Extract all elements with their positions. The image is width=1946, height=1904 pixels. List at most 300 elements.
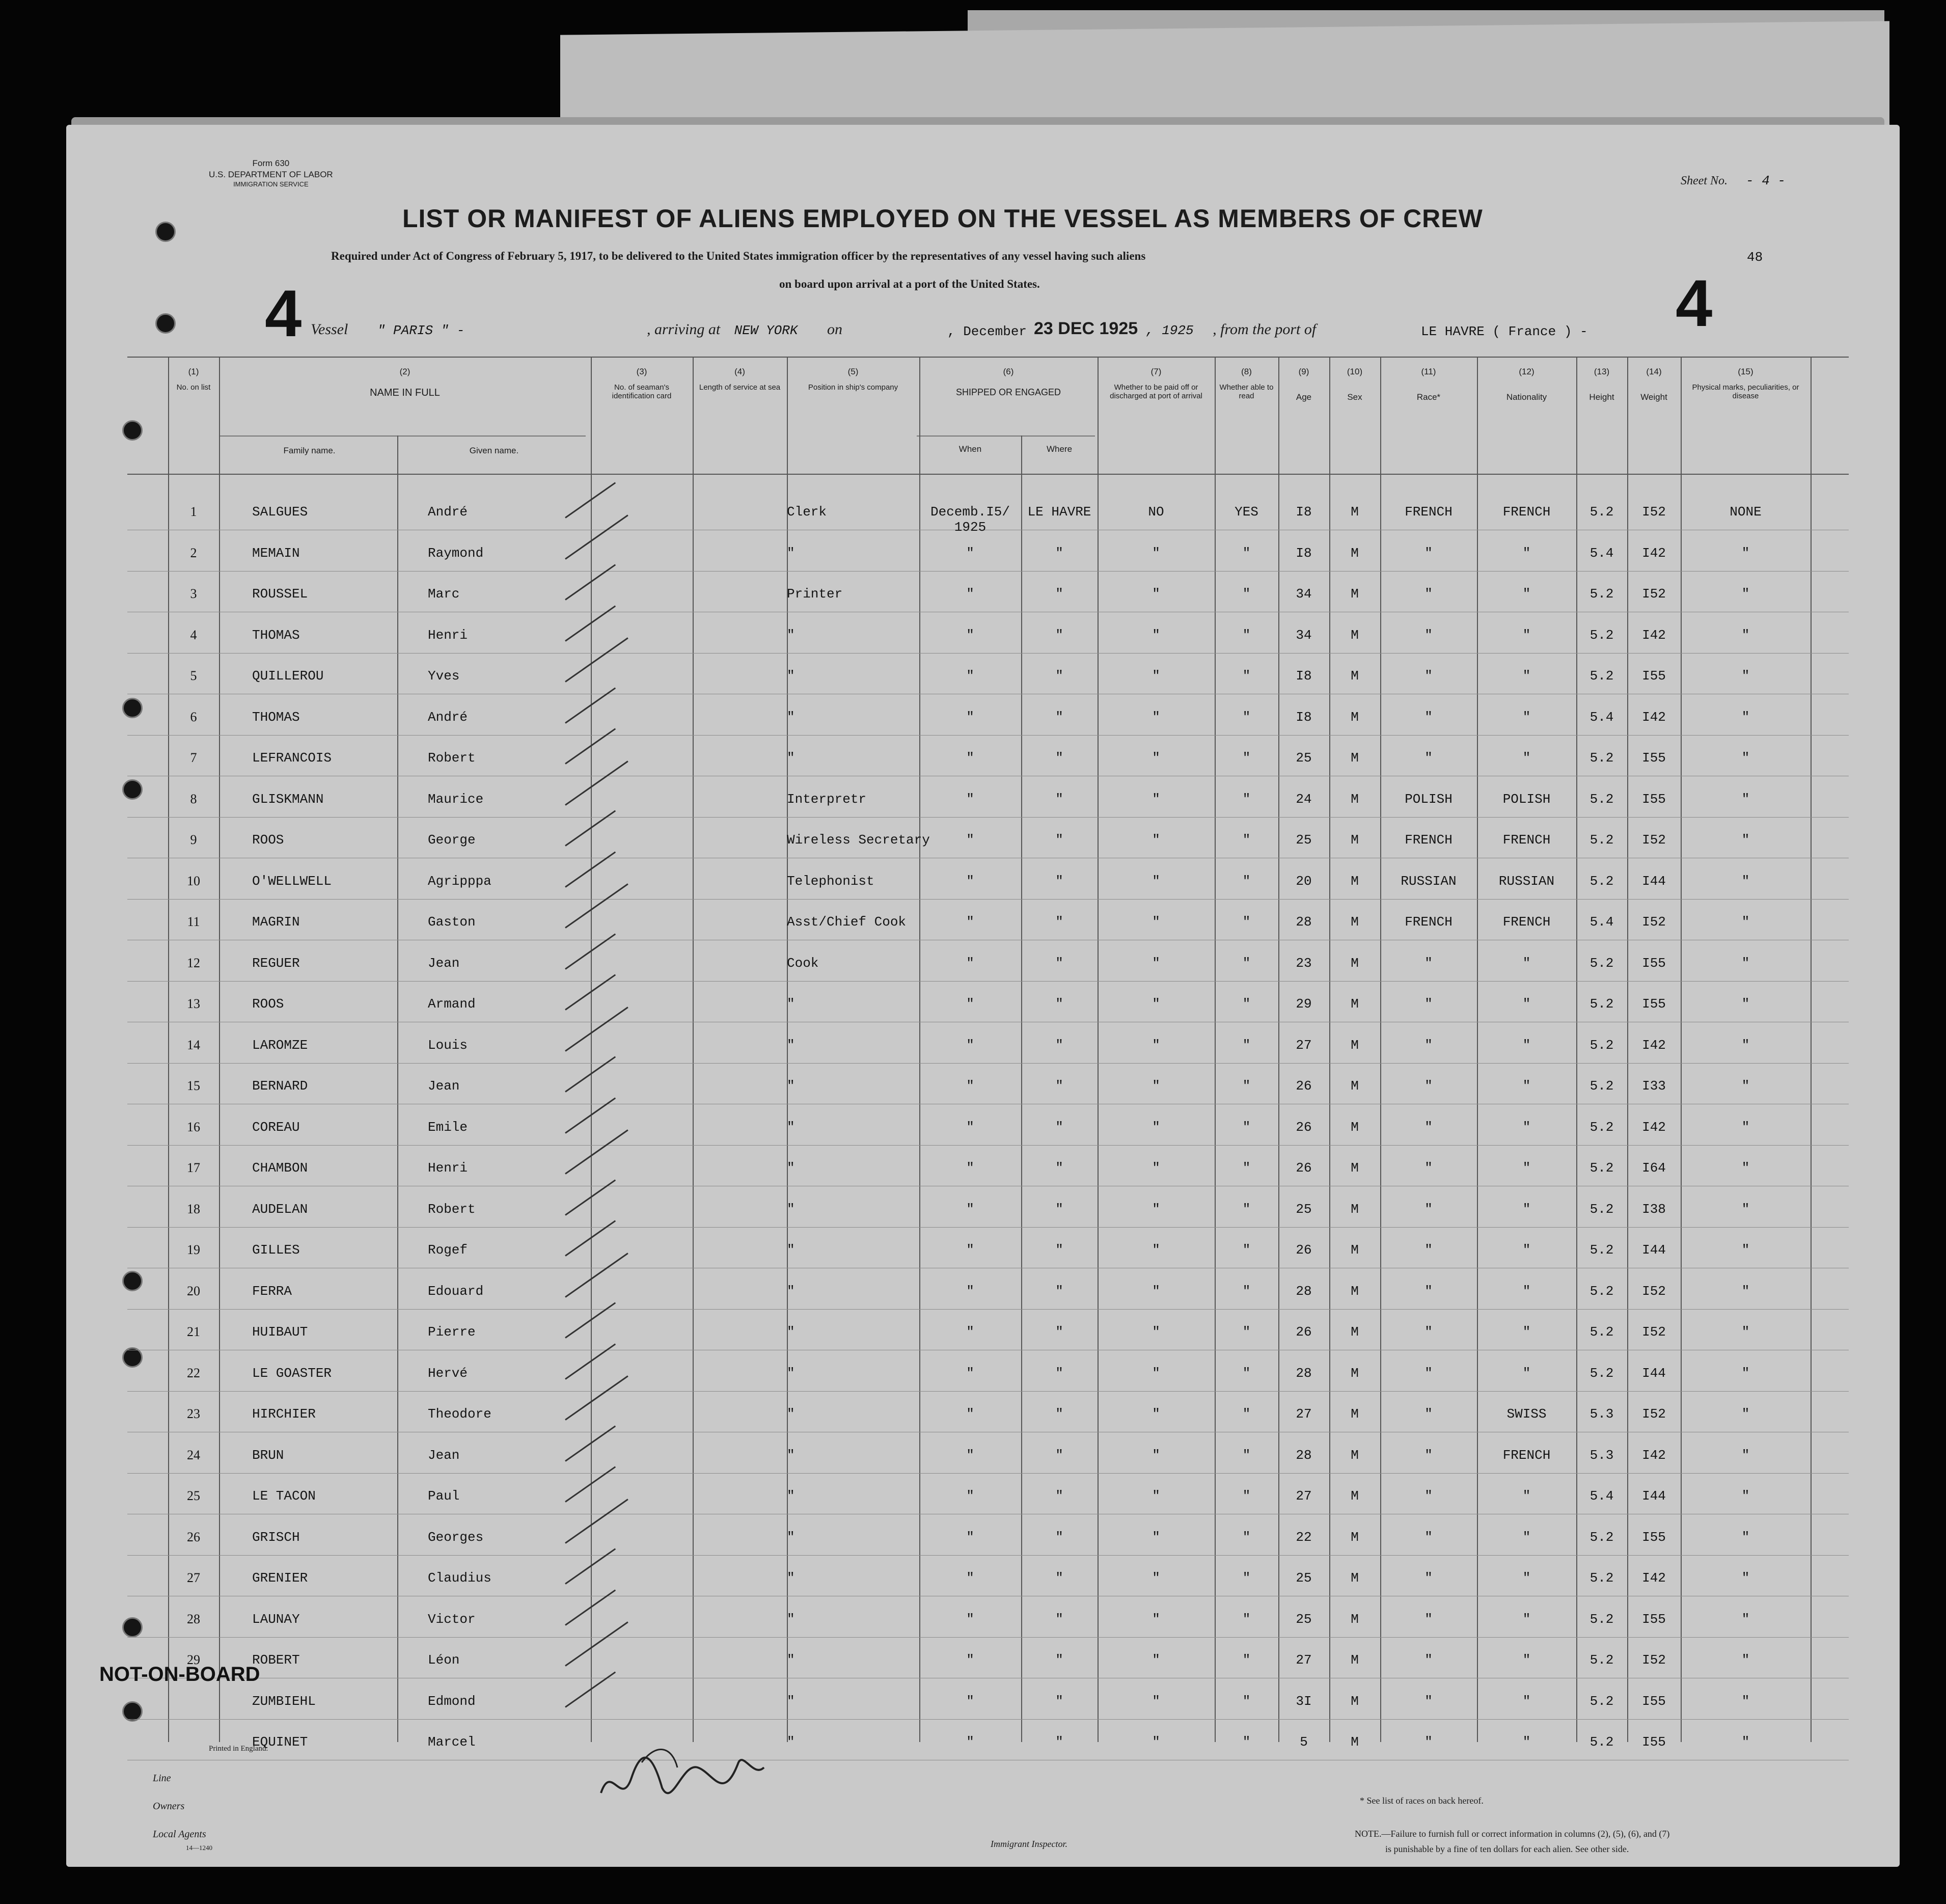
cell-race: " [1424,1037,1433,1053]
subtitle-line-2: on board upon arrival at a port of the United States. [779,278,1040,290]
cell-where: " [1055,627,1063,643]
cell-no: 19 [187,1242,200,1257]
cell-paid: " [1152,750,1160,766]
cell-family: THOMAS [252,627,300,643]
cell-weight: I52 [1642,1324,1666,1340]
cell-family: ZUMBIEHL [252,1693,316,1709]
cell-position: " [787,1693,795,1709]
cell-given: Armand [428,996,476,1012]
cell-position: " [787,1734,795,1750]
cell-no: 14 [187,1037,200,1052]
cell-paid: " [1152,1447,1160,1463]
cell-where: " [1055,1406,1063,1422]
arriving-label: , arriving at [647,321,721,338]
cell-given: Jean [428,1078,460,1094]
cell-read: " [1242,1611,1251,1627]
cell-race: POLISH [1405,791,1452,807]
cell-age: 26 [1296,1324,1312,1340]
cell-position: Clerk [787,504,827,520]
vessel-line [311,321,464,338]
cell-read: " [1242,955,1251,971]
cell-paid: " [1152,1652,1160,1668]
cell-family: GILLES [252,1242,300,1258]
cell-nat: " [1522,1201,1531,1217]
cell-height: 5.2 [1589,1734,1614,1750]
cell-marks: " [1741,1078,1750,1094]
on-label: on [827,321,842,338]
cell-paid: " [1152,996,1160,1012]
cell-marks: " [1741,1529,1750,1545]
cell-read: " [1242,914,1251,930]
cell-paid: " [1152,791,1160,807]
cell-where: " [1055,1037,1063,1053]
cell-where: " [1055,1365,1063,1381]
cell-paid: " [1152,1201,1160,1217]
cell-position: " [787,996,795,1012]
cell-read: YES [1235,504,1258,520]
cell-family: HIRCHIER [252,1406,316,1422]
cell-family: LEFRANCOIS [252,750,332,766]
cell-given: Marc [428,586,460,602]
cell-nat: " [1522,1570,1531,1586]
cell-when: " [966,1242,974,1258]
column-header-2: (2) NAME IN FULL [370,367,440,398]
column-header-where: Where [1046,444,1073,454]
cell-read: " [1242,1160,1251,1176]
cell-marks: " [1741,1406,1750,1422]
column-header-13: (13) Height [1589,367,1614,402]
punch-hole [122,1617,143,1638]
cell-position: " [787,1242,795,1258]
cell-given: Agripppa [428,873,491,889]
cell-paid: " [1152,1119,1160,1135]
cell-given: George [428,832,476,848]
cell-height: 5.4 [1589,1488,1614,1504]
cell-given: Victor [428,1611,476,1627]
cell-paid: " [1152,1078,1160,1094]
cell-nat: " [1522,1078,1531,1094]
cell-weight: I52 [1642,832,1666,848]
cell-paid: " [1152,1529,1160,1545]
cell-where: " [1055,955,1063,971]
cell-sex: M [1351,1201,1359,1217]
cell-family: GRISCH [252,1529,300,1545]
cell-given: Louis [428,1037,468,1053]
cell-paid: " [1152,545,1160,561]
cell-given: Henri [428,627,468,643]
cell-sex: M [1351,1447,1359,1463]
cell-nat: " [1522,1611,1531,1627]
punch-hole [155,313,176,334]
cell-when: " [966,1447,974,1463]
cell-nat: FRENCH [1502,1447,1551,1463]
cell-family: EQUINET [252,1734,308,1750]
cell-race: " [1424,1119,1433,1135]
date-stamp: 23 DEC 1925 [1034,319,1138,338]
cell-family: LE TACON [252,1488,316,1504]
cell-weight: I44 [1642,873,1666,889]
cell-height: 5.2 [1589,750,1614,766]
cell-marks: " [1741,832,1750,848]
cell-weight: I33 [1642,1078,1666,1094]
cell-no: 8 [190,791,197,806]
cell-weight: I42 [1642,709,1666,725]
cell-when-year: 1925 [954,520,986,535]
cell-height: 5.2 [1589,627,1614,643]
cell-age: 34 [1296,586,1312,602]
footer-agents-label: Local Agents [153,1829,206,1840]
cell-height: 5.4 [1589,709,1614,725]
cell-position: " [787,1160,795,1176]
cell-position: " [787,1201,795,1217]
cell-family: GRENIER [252,1570,308,1586]
cell-marks: " [1741,1283,1750,1299]
column-header-10: (10) Sex [1347,367,1363,402]
cell-where: " [1055,873,1063,889]
cell-height: 5.2 [1589,1119,1614,1135]
inspector-signature [591,1732,774,1813]
cell-age: 3I [1296,1693,1312,1709]
cell-nat: FRENCH [1502,504,1551,520]
cell-no: 3 [190,586,197,601]
sheet-number-block [1681,173,1786,188]
cell-read: " [1242,1406,1251,1422]
cell-no: 12 [187,955,200,970]
cell-where: " [1055,1283,1063,1299]
form-header [209,158,333,189]
arrival-year: , 1925 [1146,323,1194,338]
cell-sex: M [1351,586,1359,602]
department-name: U.S. DEPARTMENT OF LABOR [209,170,333,180]
cell-no: 29 [187,1652,200,1667]
column-header-15: (15) Physical marks, peculiarities, or disease [1692,367,1799,401]
cell-when: " [966,1406,974,1422]
cell-paid: " [1152,1242,1160,1258]
cell-race: " [1424,996,1433,1012]
cell-read: " [1242,1570,1251,1586]
cell-paid: " [1152,709,1160,725]
cell-given: Jean [428,955,460,971]
cell-paid: " [1152,1324,1160,1340]
footer-line-label: Line [153,1773,171,1784]
cell-paid: " [1152,668,1160,684]
cell-height: 5.2 [1589,1037,1614,1053]
cell-position: " [787,668,795,684]
cell-given: Jean [428,1447,460,1463]
cell-when: Decemb.I5/ [930,504,1010,520]
cell-paid: " [1152,1693,1160,1709]
cell-weight: I42 [1642,1119,1666,1135]
cell-weight: I55 [1642,955,1666,971]
cell-weight: I44 [1642,1242,1666,1258]
cell-read: " [1242,1201,1251,1217]
cell-nat: " [1522,1529,1531,1545]
cell-paid: " [1152,1611,1160,1627]
cell-marks: " [1741,914,1750,930]
cell-no: 2 [190,545,197,560]
printed-in: Printed in England. [209,1745,268,1753]
cell-no: 10 [187,873,200,888]
big-sheet-number-left: 4 [265,276,302,350]
cell-read: " [1242,996,1251,1012]
cell-race: " [1424,1365,1433,1381]
cell-when: " [966,668,974,684]
cell-age: 24 [1296,791,1312,807]
cell-marks: " [1741,873,1750,889]
cell-race: " [1424,1201,1433,1217]
cell-where: " [1055,1652,1063,1668]
cell-sex: M [1351,1488,1359,1504]
cell-height: 5.2 [1589,1078,1614,1094]
cell-weight: I55 [1642,668,1666,684]
cell-family: FERRA [252,1283,292,1299]
column-header-12: (12) Nationality [1506,367,1547,402]
cell-weight: I52 [1642,1283,1666,1299]
cell-weight: I52 [1642,914,1666,930]
cell-age: I8 [1296,668,1312,684]
cell-weight: I42 [1642,1570,1666,1586]
cell-given: Pierre [428,1324,476,1340]
cell-where: " [1055,1611,1063,1627]
cell-sex: M [1351,1734,1359,1750]
cell-paid: " [1152,1283,1160,1299]
cell-marks: " [1741,1734,1750,1750]
cell-nat: " [1522,1324,1531,1340]
cell-where: " [1055,791,1063,807]
cell-age: 27 [1296,1406,1312,1422]
cell-age: 25 [1296,750,1312,766]
cell-height: 5.2 [1589,504,1614,520]
cell-sex: M [1351,955,1359,971]
cell-nat: POLISH [1502,791,1551,807]
cell-race: " [1424,1734,1433,1750]
cell-age: 28 [1296,914,1312,930]
cell-position: " [787,1037,795,1053]
cell-marks: " [1741,668,1750,684]
punch-hole [122,420,143,441]
cell-marks: " [1741,709,1750,725]
cell-where: " [1055,1693,1063,1709]
cell-race: " [1424,1160,1433,1176]
immigrant-inspector-label: Immigrant Inspector. [991,1839,1067,1849]
cell-marks: " [1741,1693,1750,1709]
cell-age: 28 [1296,1283,1312,1299]
cell-height: 5.2 [1589,955,1614,971]
cell-nat: " [1522,627,1531,643]
cell-race: " [1424,709,1433,725]
cell-given: Henri [428,1160,468,1176]
cell-race: " [1424,1078,1433,1094]
cell-age: 25 [1296,1570,1312,1586]
cell-position: " [787,1283,795,1299]
cell-when: " [966,1734,974,1750]
cell-read: " [1242,1529,1251,1545]
cell-height: 5.4 [1589,914,1614,930]
cell-nat: " [1522,709,1531,725]
cell-sex: M [1351,1078,1359,1094]
service-name: IMMIGRATION SERVICE [233,180,309,188]
column-header-4: (4) Length of service at sea [699,367,781,392]
column-header-7: (7) Whether to be paid off or discharged at port of arrival [1110,367,1202,401]
cell-sex: M [1351,1652,1359,1668]
cell-age: I8 [1296,504,1312,520]
cell-age: 5 [1300,1734,1308,1750]
cell-age: 29 [1296,996,1312,1012]
cell-read: " [1242,873,1251,889]
column-header-14: (14) Weight [1640,367,1667,402]
cell-when: " [966,873,974,889]
cell-position: " [787,1570,795,1586]
cell-position: Interpretr [787,791,867,807]
punch-hole [122,698,143,718]
cell-family: ROOS [252,832,284,848]
cell-sex: M [1351,627,1359,643]
cell-height: 5.2 [1589,1201,1614,1217]
cell-weight: I38 [1642,1201,1666,1217]
cell-height: 5.2 [1589,1242,1614,1258]
cell-position: " [787,1652,795,1668]
cell-sex: M [1351,545,1359,561]
cell-marks: " [1741,1201,1750,1217]
arrival-line [647,321,842,338]
cell-position: " [787,1406,795,1422]
cell-paid: " [1152,627,1160,643]
cell-when: " [966,791,974,807]
cell-position: Wireless Secretary [787,832,930,848]
cell-nat: " [1522,1652,1531,1668]
cell-where: " [1055,832,1063,848]
cell-race: " [1424,545,1433,561]
footer-form-code: 14—1240 [186,1844,212,1852]
cell-position: " [787,1365,795,1381]
punch-hole [122,1347,143,1368]
cell-read: " [1242,1693,1251,1709]
cell-no: 5 [190,668,197,683]
cell-read: " [1242,1119,1251,1135]
cell-paid: " [1152,1406,1160,1422]
cell-no: 1 [190,504,197,519]
cell-race: " [1424,1529,1433,1545]
cell-no: 18 [187,1201,200,1216]
cell-race: " [1424,1693,1433,1709]
cell-paid: " [1152,1365,1160,1381]
cell-nat: " [1522,1734,1531,1750]
cell-family: ROBERT [252,1652,300,1668]
cell-family: LAUNAY [252,1611,300,1627]
cell-paid: " [1152,832,1160,848]
cell-when: " [966,1529,974,1545]
cell-no: 13 [187,996,200,1011]
cell-age: 23 [1296,955,1312,971]
cell-marks: " [1741,545,1750,561]
cell-marks: " [1741,1447,1750,1463]
cell-given: André [428,504,468,520]
cell-height: 5.2 [1589,832,1614,848]
big-sheet-number-right: 4 [1676,266,1713,340]
cell-nat: " [1522,1119,1531,1135]
cell-sex: M [1351,750,1359,766]
cell-nat: " [1522,1365,1531,1381]
cell-when: " [966,1283,974,1299]
cell-marks: " [1741,996,1750,1012]
cell-read: " [1242,1242,1251,1258]
cell-age: 28 [1296,1365,1312,1381]
cell-age: I8 [1296,545,1312,561]
cell-race: " [1424,1324,1433,1340]
from-label: , from the port of [1213,321,1317,338]
cell-no: 11 [187,914,200,929]
cell-given: André [428,709,468,725]
cell-nat: " [1522,1283,1531,1299]
cell-age: 26 [1296,1242,1312,1258]
cell-race: " [1424,1570,1433,1586]
cell-height: 5.2 [1589,873,1614,889]
cell-height: 5.2 [1589,1529,1614,1545]
cell-where: " [1055,1119,1063,1135]
cell-where: " [1055,545,1063,561]
cell-when: " [966,1611,974,1627]
page-title: LIST OR MANIFEST OF ALIENS EMPLOYED ON THE VESSEL AS MEMBERS OF CREW [402,204,1483,233]
cell-when: " [966,1693,974,1709]
cell-when: " [966,709,974,725]
cell-read: " [1242,1324,1251,1340]
cell-sex: M [1351,1365,1359,1381]
cell-race: " [1424,1488,1433,1504]
cell-family: O'WELLWELL [252,873,332,889]
cell-where: " [1055,1201,1063,1217]
cell-read: " [1242,668,1251,684]
cell-when: " [966,914,974,930]
cell-age: 27 [1296,1488,1312,1504]
cell-family: COREAU [252,1119,300,1135]
cell-when: " [966,955,974,971]
cell-sex: M [1351,832,1359,848]
cell-when: " [966,1160,974,1176]
cell-where: " [1055,996,1063,1012]
cell-paid: " [1152,914,1160,930]
cell-nat: FRENCH [1502,914,1551,930]
cell-read: " [1242,1734,1251,1750]
cell-family: SALGUES [252,504,308,520]
cell-paid: " [1152,955,1160,971]
cell-no: 26 [187,1529,200,1544]
cell-race: FRENCH [1405,914,1452,930]
cell-when: " [966,1324,974,1340]
cell-nat: " [1522,586,1531,602]
punch-hole [122,779,143,800]
cell-given: Robert [428,750,476,766]
cell-when: " [966,750,974,766]
cell-weight: I42 [1642,545,1666,561]
cell-given: Hervé [428,1365,468,1381]
cell-when: " [966,832,974,848]
punch-hole [122,1271,143,1291]
cell-height: 5.2 [1589,1611,1614,1627]
cell-family: ROOS [252,996,284,1012]
cell-age: I8 [1296,709,1312,725]
column-header-9: (9) Age [1296,367,1312,402]
cell-when: " [966,1078,974,1094]
cell-family: CHAMBON [252,1160,308,1176]
not-on-board-stamp: NOT-ON-BOARD [99,1663,260,1685]
cell-given: Claudius [428,1570,491,1586]
cell-position: Asst/Chief Cook [787,914,907,930]
arrival-port: NEW YORK [734,323,798,338]
cell-given: Edmond [428,1693,476,1709]
cell-marks: " [1741,627,1750,643]
column-header-when: When [958,444,982,454]
cell-where: " [1055,1242,1063,1258]
